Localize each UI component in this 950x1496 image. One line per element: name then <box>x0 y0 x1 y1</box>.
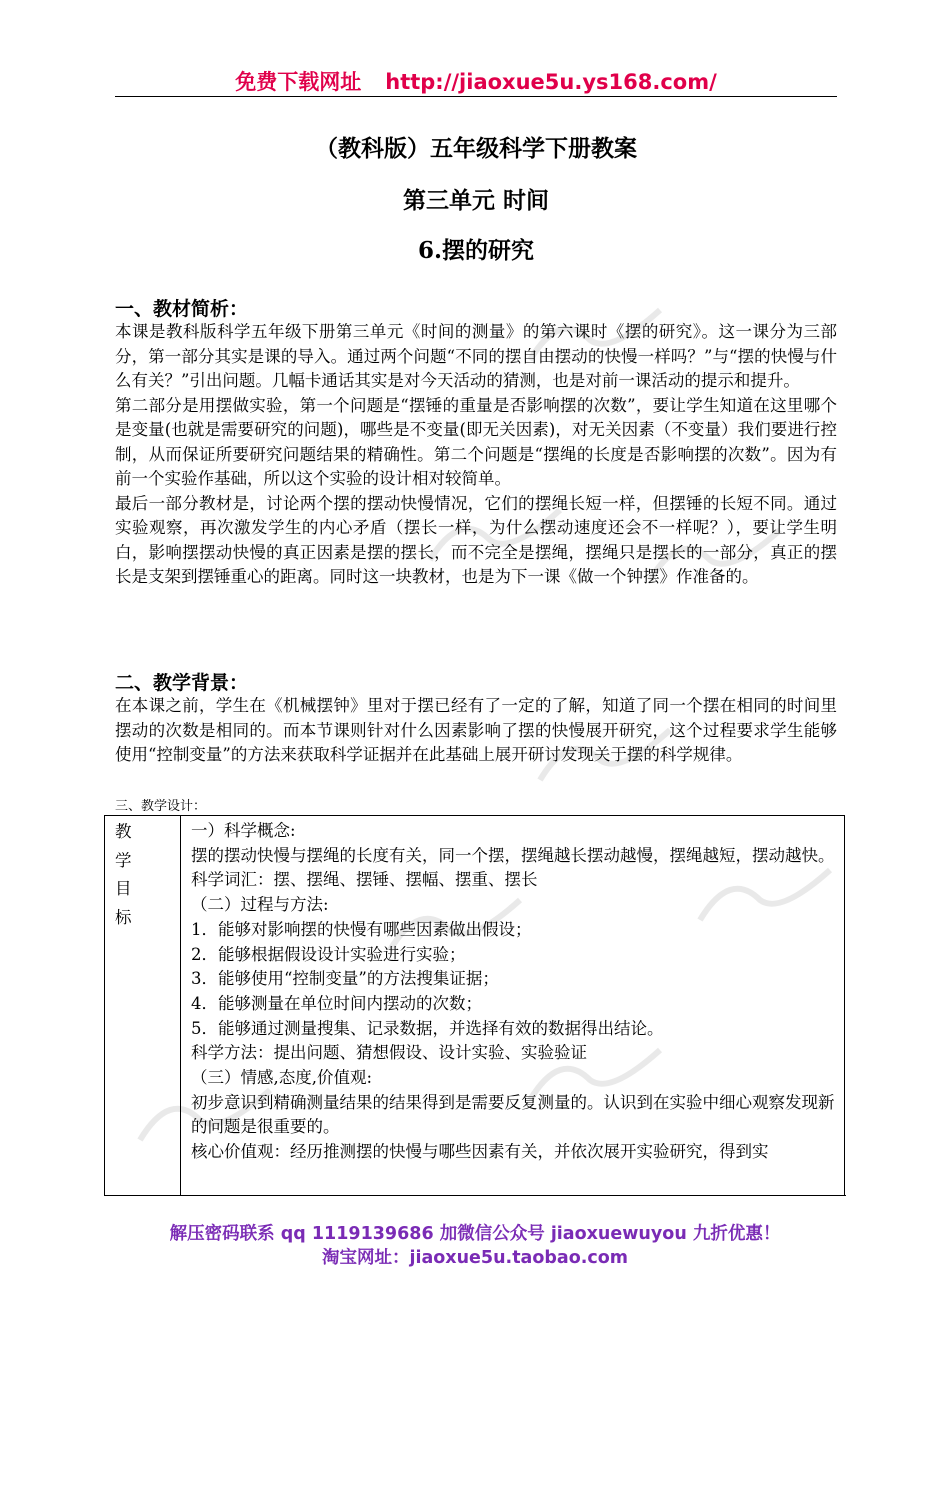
analysis-paragraph: 最后一部分教材是，讨论两个摆的摆动快慢情况，它们的摆绳长短一样，但摆锤的长短不同。通过实验观察，再次激发学生的内心矛盾（摆长一样，为什么摆动速度还会不一样呢？），要让学生明白，影响摆摆动快慢的真正因素是摆的摆长，而不完全是摆绳，摆绳只是摆长的一部分，真正的摆长是支架到摆锤重心的距离。同时这一块教材，也是为下一课《做一个钟摆》作准备的。 <box>115 493 837 586</box>
side-char: 学 <box>115 850 132 870</box>
analysis-paragraph: 本课是教科版科学五年级下册第三单元《时间的测量》的第六课时《摆的研究》。这一课分为三部分，第一部分其实是课的导入。通过两个问题“不同的摆自由摆动的快慢一样吗？”与“摆的快慢与什么有关？”引出问题。几幅卡通话其实是对今天活动的猜测，也是对前一课活动的提示和提升。 <box>115 322 837 390</box>
table-line: 科学词汇：摆、摆绳、摆锤、摆幅、摆重、摆长 <box>191 870 538 890</box>
table-line: 科学方法：提出问题、猜想假设、设计实验、实验验证 <box>191 1043 587 1063</box>
analysis-text <box>115 320 837 590</box>
lesson-title: 6.摆的研究 <box>417 237 534 264</box>
section-heading-analysis: 一、教材简析： <box>115 298 249 320</box>
section-heading-design: 三、教学设计： <box>115 799 207 814</box>
table-line: 一）科学概念: <box>191 821 296 840</box>
table-line: 初步意识到精确测量结果的结果得到是需要反复测量的。认识到在实验中细心观察发现新的问题是很重要的。 <box>191 1092 835 1137</box>
page-header <box>115 66 837 96</box>
table-line: 1．能够对影响摆的快慢有哪些因素做出假设； <box>191 919 532 939</box>
table-bottom-border <box>104 1195 846 1196</box>
side-char: 标 <box>115 907 132 927</box>
analysis-paragraph: 第二部分是用摆做实验，第一个问题是“摆锤的重量是否影响摆的次数”，要让学生知道在这里哪个是变量(也就是需要研究的问题)，哪些是不变量(即无关因素)，对无关因素（不变量）我们要进行控制，从而保证所要研究问题结果的精确性。第二个问题是“摆绳的长度是否影响摆的次数”。因为有前一个实验作基础，所以这个实验的设计相对较简单。 <box>115 395 837 488</box>
table-line: 2．能够根据假设设计实验进行实验； <box>191 944 466 964</box>
side-char: 目 <box>115 879 132 898</box>
table-line: （三）情感,态度,价值观: <box>191 1068 373 1088</box>
background-text <box>115 694 837 768</box>
table-line: 核心价值观：经历推测摆的快慢与哪些因素有关，并依次展开实验研究，得到实 <box>191 1142 769 1162</box>
unit-title: 第三单元 时间 <box>402 187 549 214</box>
side-char: 教 <box>115 822 132 841</box>
document-title: （教科版）五年级科学下册教案 <box>315 135 637 162</box>
header-label: 免费下载网址 <box>235 70 362 94</box>
table-line: 3．能够使用“控制变量”的方法搜集证据； <box>191 969 499 989</box>
footer-contact: 解压密码联系 qq 1119139686 加微信公众号 jiaoxuewuyou 九折优惠！ <box>169 1224 781 1244</box>
table-line: 摆的摆动快慢与摆绳的长度有关，同一个摆，摆绳越长摆动越慢，摆绳越短，摆动越快。 <box>191 845 835 865</box>
footer-shop-link[interactable]: 淘宝网址：jiaoxue5u.taobao.com <box>321 1248 629 1268</box>
header-divider <box>115 96 837 97</box>
background-paragraph: 在本课之前，学生在《机械摆钟》里对于摆已经有了一定的了解，知道了同一个摆在相同的时间里摆动的次数是相同的。而本节课则针对什么因素影响了摆的快慢展开研究，这个过程要求学生能够使用“控制变量”的方法来获取科学证据并在此基础上展开研讨发现关于摆的科学规律。 <box>115 696 837 764</box>
header-url-link[interactable]: http://jiaoxue5u.ys168.com/ <box>385 70 717 94</box>
table-line: 5．能够通过测量搜集、记录数据，并选择有效的数据得出结论。 <box>191 1018 664 1038</box>
table-line: 4．能够测量在单位时间内摆动的次数； <box>191 993 482 1013</box>
table-line: （二）过程与方法: <box>191 895 329 915</box>
section-heading-background: 二、教学背景： <box>115 672 249 694</box>
